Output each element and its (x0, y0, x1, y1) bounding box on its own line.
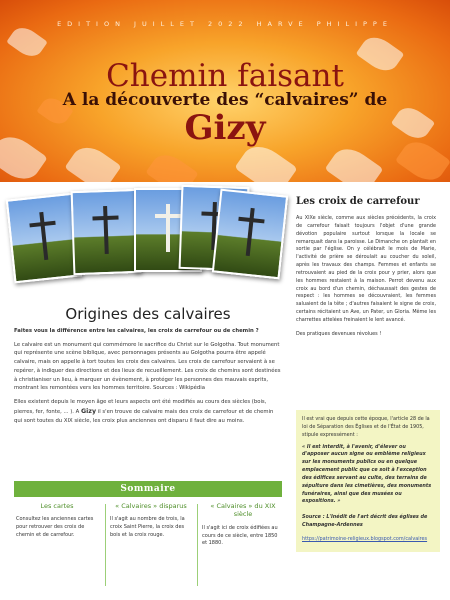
calvaire-photo (71, 189, 142, 275)
photo-strip (10, 188, 282, 280)
leaf-decoration (145, 148, 198, 182)
title-line-3: Gizy (184, 108, 266, 148)
cross-icon (246, 208, 255, 256)
calvaire-photo (212, 189, 288, 280)
croix-paragraph: Au XIXe siècle, comme aux siècles précédents, la croix de carrefour faisait toujours l'objet d'une grande dévotion populaire surtout lorsque la locale se remarquait dans la paroisse. Le Dimanche on plantait en sortie par l'église. On y célébrait le mois de Marie, l'activité de prière se déroulait au coucher du soleil, après les travaux des champs. Femmes et enfants se retrouvaient au pied de la croix pour y prier, alors que les hommes restaient à la maison. Perrot devenu aux croix au bord d'un chemin, déchaussait des gestes de respect : les hommes se découvraient, les femmes saluaient de la tête ; d'autres faisaient le signe de croix, certains récitaient un Ave, un Pater, un Gloria. Même les charrettes attelées freinaient le lent avancé. (296, 215, 436, 323)
origines-paragraph: Le calvaire est un monument qui commémore le sacrifice du Christ sur le Golgotha. Tout monument qui représente une scène biblique, avec personnages présents au Golgotha pourra être appelé calvaire, mais on appelle à tort toutes les croix des calvaires. Les croix de carrefour servaient à se repérer, à indiquer des directions et des lieux de recueillement. Les croix de chemins sont destinées à christianiser un lieu, à marquer un évènement, à protéger les personnes des mauvais esprits, montrant les remontées vers les hommes territoire. Sources : Wikipédia (14, 341, 281, 392)
origines-title: Origines des calvaires (65, 305, 231, 323)
divider (105, 504, 106, 586)
croix-title: Les croix de carrefour (296, 196, 420, 207)
sommaire-item-xix[interactable]: « Calvaires » du XIX siècle Il s'agit ici de croix édifiées au cours de ce siècle, entre 1850 et 1880. (202, 502, 278, 547)
source-link[interactable]: https://patrimoine-religieux.blogspot.com/calvaires (302, 535, 428, 542)
edition-line: EDITION JUILLET 2022 HARVE PHILIPPE (57, 20, 393, 28)
title-line-1: Chemin faisant (106, 58, 344, 94)
leaf-decoration (6, 22, 48, 61)
law-quote-box (296, 410, 440, 552)
quote-source: Source : L'Inédit de l'art décrit des églises de Champagne-Ardennes (302, 514, 428, 529)
cross-icon (103, 206, 109, 254)
croix-body (296, 215, 436, 345)
origines-question: Faites vous la différence entre les calvaires, les croix de carrefour ou de chemin ? (14, 328, 259, 334)
origines-paragraph-2: Elles existent depuis le moyen âge et leurs aspects ont été modifiés au cours des siècles (bois, pierres, fer, fonte, ... ). A Gizy il s'en trouve de calvaire mais des croix de carrefour et de chemin qui sont toutes du XIX siècle, les croix plus anciennes ont disparu il faut dire au moins. (14, 399, 274, 425)
cross-icon (39, 212, 48, 260)
quote-intro: Il est vrai que depuis cette époque, l'article 28 de la loi de Séparation des Églises et de l'État de 1905, stipule expressément : (302, 416, 430, 438)
header-banner (0, 0, 450, 182)
sommaire-header: Sommaire (14, 481, 282, 497)
cross-icon (166, 204, 170, 252)
sommaire-item-cartes[interactable]: Les cartes Consultez les anciennes cartes pour retrouver des croix de chemin et de carrefour. (16, 502, 94, 538)
origines-body (14, 327, 282, 431)
croix-paragraph-2: Des pratiques devenues révolues ! (296, 330, 382, 337)
quote-text: « Il est interdit, à l'avenir, d'élever ou d'apposer aucun signe ou emblème religieux sur les monuments publics ou en quelque emplacement public que ce soit à l'exception des édifices servant au culte, des terrains de sépulture dans les cimetières, des monuments funéraires, ainsi que des musées ou expositions. » (302, 443, 432, 505)
sommaire-item-disparus[interactable]: « Calvaires » disparus Il s'agit au nombre de trois, la croix Saint Pierre, la croix des bois et la croix rouge. (110, 502, 187, 538)
title-line-2: A la découverte des “calvaires” de (62, 90, 388, 110)
divider (197, 504, 198, 586)
